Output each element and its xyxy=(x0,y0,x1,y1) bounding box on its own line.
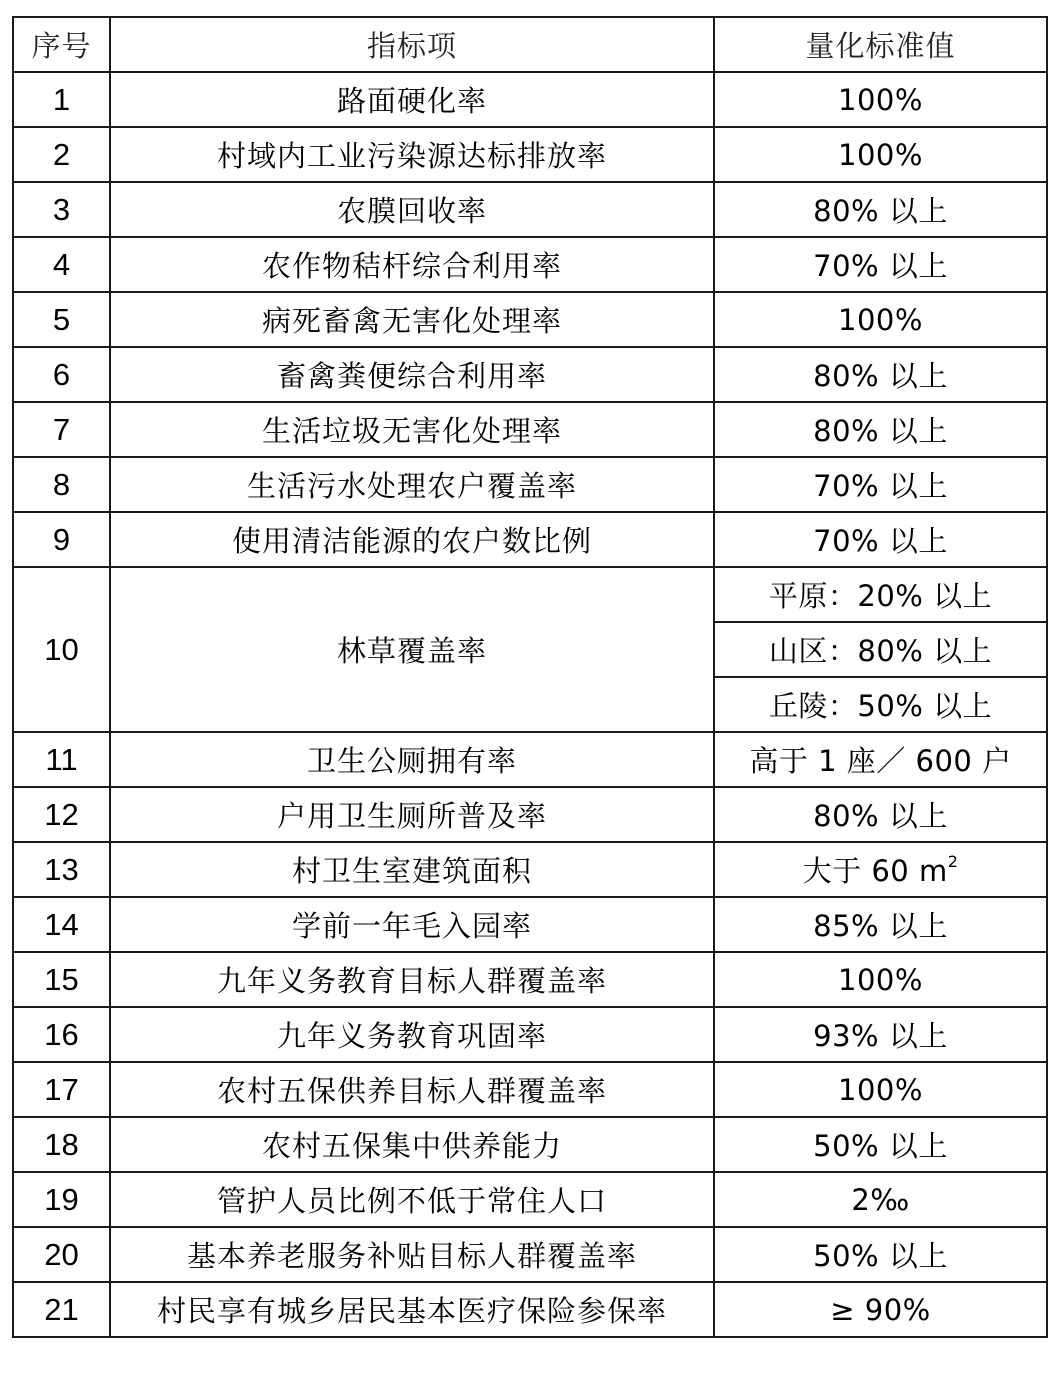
table-row xyxy=(13,512,1047,567)
row-index: 13 xyxy=(13,842,110,897)
row-standard-value xyxy=(714,952,1047,1007)
table-row xyxy=(13,347,1047,402)
row-standard-text: 80% 以上 xyxy=(813,359,948,393)
row-standard-text: 70% 以上 xyxy=(813,249,948,283)
row-indicator: 农膜回收率 xyxy=(110,182,714,237)
table-row xyxy=(13,72,1047,127)
table-row xyxy=(13,127,1047,182)
row-standard-text: 100% xyxy=(838,82,923,117)
row-index: 5 xyxy=(13,292,110,347)
table-body xyxy=(13,72,1047,1337)
row-index: 14 xyxy=(13,897,110,952)
standards-table xyxy=(12,16,1048,1338)
table-row xyxy=(13,952,1047,1007)
row-standard-value xyxy=(714,1227,1047,1282)
row-index: 19 xyxy=(13,1172,110,1227)
table-row xyxy=(13,1227,1047,1282)
row-index: 7 xyxy=(13,402,110,457)
table-row xyxy=(13,842,1047,897)
row-indicator: 生活污水处理农户覆盖率 xyxy=(110,457,714,512)
row-standard-value xyxy=(714,842,1047,897)
row-index: 21 xyxy=(13,1282,110,1337)
row-index: 15 xyxy=(13,952,110,1007)
row-standard-text: 2‰ xyxy=(851,1182,910,1217)
row-standard-text: ≥ 90% xyxy=(830,1292,931,1327)
table-row xyxy=(13,457,1047,512)
row-standard-value xyxy=(714,622,1047,677)
row-standard-text: 50% 以上 xyxy=(813,1239,948,1273)
table-row xyxy=(13,897,1047,952)
row-standard-text: 100% xyxy=(838,302,923,337)
row-standard-text: 平原：20% 以上 xyxy=(768,579,993,613)
table-row xyxy=(13,1117,1047,1172)
row-standard-value xyxy=(714,182,1047,237)
row-index: 3 xyxy=(13,182,110,237)
table-row xyxy=(13,1062,1047,1117)
row-standard-text: 70% 以上 xyxy=(813,524,948,558)
row-indicator: 九年义务教育目标人群覆盖率 xyxy=(110,952,714,1007)
row-indicator: 农村五保供养目标人群覆盖率 xyxy=(110,1062,714,1117)
table-row xyxy=(13,1007,1047,1062)
row-standard-text: 大于 60 m xyxy=(802,854,948,888)
row-index: 12 xyxy=(13,787,110,842)
row-indicator: 卫生公厕拥有率 xyxy=(110,732,714,787)
row-indicator: 农作物秸杆综合利用率 xyxy=(110,237,714,292)
row-standard-value xyxy=(714,347,1047,402)
table-row xyxy=(13,237,1047,292)
row-standard-value xyxy=(714,402,1047,457)
row-indicator: 管护人员比例不低于常住人口 xyxy=(110,1172,714,1227)
row-standard-text: 100% xyxy=(838,137,923,172)
row-index: 20 xyxy=(13,1227,110,1282)
row-standard-value xyxy=(714,1062,1047,1117)
row-standard-text: 80% 以上 xyxy=(813,414,948,448)
row-indicator: 学前一年毛入园率 xyxy=(110,897,714,952)
row-indicator: 村民享有城乡居民基本医疗保险参保率 xyxy=(110,1282,714,1337)
row-indicator: 路面硬化率 xyxy=(110,72,714,127)
row-indicator: 病死畜禽无害化处理率 xyxy=(110,292,714,347)
row-index: 6 xyxy=(13,347,110,402)
row-standard-value xyxy=(714,732,1047,787)
row-standard-text: 高于 1 座／ 600 户 xyxy=(749,744,1012,778)
row-standard-value xyxy=(714,1007,1047,1062)
row-indicator: 使用清洁能源的农户数比例 xyxy=(110,512,714,567)
header-standard: 量化标准值 xyxy=(714,17,1047,72)
row-index: 17 xyxy=(13,1062,110,1117)
row-standard-value xyxy=(714,567,1047,622)
row-standard-value xyxy=(714,787,1047,842)
row-indicator: 畜禽粪便综合利用率 xyxy=(110,347,714,402)
row-standard-text: 丘陵：50% 以上 xyxy=(768,689,993,723)
row-index: 2 xyxy=(13,127,110,182)
row-indicator: 基本养老服务补贴目标人群覆盖率 xyxy=(110,1227,714,1282)
row-index: 10 xyxy=(13,567,110,732)
row-standard-value xyxy=(714,677,1047,732)
row-standard-text: 80% 以上 xyxy=(813,194,948,228)
row-standard-text: 80% 以上 xyxy=(813,799,948,833)
table-row xyxy=(13,1172,1047,1227)
row-standard-text: 100% xyxy=(838,1072,923,1107)
row-index: 18 xyxy=(13,1117,110,1172)
row-standard-text: 93% 以上 xyxy=(813,1019,948,1053)
row-indicator: 农村五保集中供养能力 xyxy=(110,1117,714,1172)
table-row xyxy=(13,567,1047,622)
row-index: 16 xyxy=(13,1007,110,1062)
row-indicator: 林草覆盖率 xyxy=(110,567,714,732)
row-standard-text: 50% 以上 xyxy=(813,1129,948,1163)
row-standard-value xyxy=(714,127,1047,182)
row-standard-value xyxy=(714,72,1047,127)
row-index: 9 xyxy=(13,512,110,567)
row-standard-value xyxy=(714,897,1047,952)
row-standard-value xyxy=(714,1282,1047,1337)
row-standard-text: 70% 以上 xyxy=(813,469,948,503)
row-index: 8 xyxy=(13,457,110,512)
row-indicator: 生活垃圾无害化处理率 xyxy=(110,402,714,457)
row-standard-value xyxy=(714,292,1047,347)
row-indicator: 户用卫生厕所普及率 xyxy=(110,787,714,842)
row-standard-value xyxy=(714,1117,1047,1172)
row-indicator: 村域内工业污染源达标排放率 xyxy=(110,127,714,182)
header-indicator: 指标项 xyxy=(110,17,714,72)
row-index: 1 xyxy=(13,72,110,127)
row-standard-text: 85% 以上 xyxy=(813,909,948,943)
row-indicator: 九年义务教育巩固率 xyxy=(110,1007,714,1062)
table-row xyxy=(13,1282,1047,1337)
table-row xyxy=(13,787,1047,842)
row-standard-text: 100% xyxy=(838,962,923,997)
header-index: 序号 xyxy=(13,17,110,72)
table-row xyxy=(13,182,1047,237)
table-row xyxy=(13,732,1047,787)
row-standard-text: 山区：80% 以上 xyxy=(768,634,993,668)
header-row xyxy=(13,17,1047,72)
row-standard-value xyxy=(714,1172,1047,1227)
table-row xyxy=(13,292,1047,347)
row-standard-value xyxy=(714,457,1047,512)
row-standard-value xyxy=(714,237,1047,292)
row-indicator: 村卫生室建筑面积 xyxy=(110,842,714,897)
row-standard-value xyxy=(714,512,1047,567)
row-standard-superscript: 2 xyxy=(947,852,959,871)
table-row xyxy=(13,402,1047,457)
row-index: 11 xyxy=(13,732,110,787)
row-index: 4 xyxy=(13,237,110,292)
